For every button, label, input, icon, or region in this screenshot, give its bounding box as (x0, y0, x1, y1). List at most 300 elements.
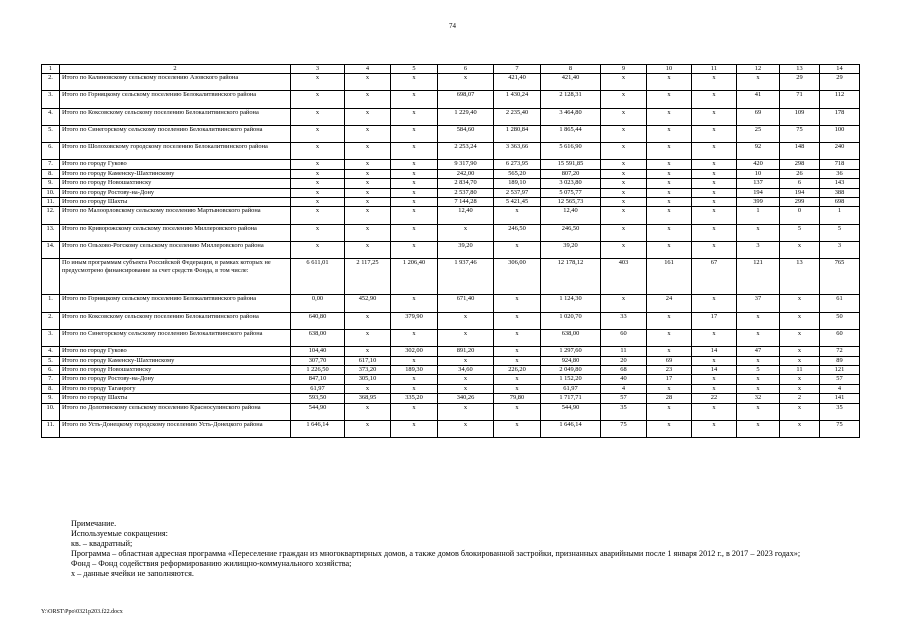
value-cell: 421,40 (494, 74, 541, 91)
row-number-cell: 3. (42, 91, 60, 108)
table-row (42, 420, 860, 437)
row-number-cell: 3. (42, 329, 60, 346)
value-cell: 399 (737, 198, 780, 207)
value-cell: х (692, 160, 737, 169)
value-cell: х (494, 242, 541, 259)
row-name-cell: Итого по городу Шахты (60, 198, 291, 207)
value-cell: 6 (780, 179, 820, 188)
value-cell: 29 (820, 74, 860, 91)
value-cell: 1 229,40 (438, 108, 494, 125)
value-cell: 14 (692, 366, 737, 375)
value-cell: 100 (820, 125, 860, 142)
value-cell: 26 (780, 169, 820, 178)
value-cell: х (391, 91, 438, 108)
value-cell: 12,40 (438, 207, 494, 224)
table-row (42, 403, 860, 420)
value-cell: 924,80 (541, 356, 601, 365)
row-number-cell: 11. (42, 420, 60, 437)
row-name-cell: Итого по городу Ростову-на-Дону (60, 375, 291, 384)
row-name-cell: Итого по городу Ростову-на-Дону (60, 188, 291, 197)
value-cell: х (780, 312, 820, 329)
value-cell: х (345, 160, 391, 169)
value-cell: 104,40 (291, 347, 345, 356)
value-cell: 25 (737, 125, 780, 142)
abbr-kv: кв. – квадратный; (71, 539, 133, 549)
row-name-cell: Итого по городу Новошахтинску (60, 366, 291, 375)
value-cell: 5 075,77 (541, 188, 601, 197)
value-cell: 75 (820, 420, 860, 437)
value-cell: х (780, 295, 820, 312)
value-cell: 2 253,24 (438, 143, 494, 160)
value-cell: 11 (601, 347, 647, 356)
table-row (42, 224, 860, 241)
value-cell: 35 (601, 403, 647, 420)
table-row (42, 312, 860, 329)
value-cell: х (291, 169, 345, 178)
row-name-cell: Итого по Синегорскому сельскому поселению Белокалитвинского района (60, 125, 291, 142)
value-cell: 1 280,84 (494, 125, 541, 142)
value-cell: 57 (601, 394, 647, 403)
value-cell: х (345, 384, 391, 393)
value-cell: 10 (737, 169, 780, 178)
value-cell: х (692, 125, 737, 142)
value-cell: х (391, 207, 438, 224)
value-cell: 671,40 (438, 295, 494, 312)
file-path: Y:\ORST\Ppo\0321p203.f22.docx (41, 609, 123, 615)
value-cell: 71 (780, 91, 820, 108)
value-cell: х (692, 179, 737, 188)
value-cell: х (647, 312, 692, 329)
table-row (42, 91, 860, 108)
value-cell: х (391, 198, 438, 207)
value-cell: х (391, 179, 438, 188)
value-cell: 17 (692, 312, 737, 329)
value-cell: х (291, 74, 345, 91)
value-cell: 302,00 (391, 347, 438, 356)
value-cell: 69 (737, 108, 780, 125)
value-cell: х (647, 207, 692, 224)
value-cell: х (291, 91, 345, 108)
value-cell: 12 565,73 (541, 198, 601, 207)
value-cell: 194 (780, 188, 820, 197)
column-number-header: 10 (647, 65, 692, 74)
value-cell: х (391, 242, 438, 259)
value-cell: х (601, 224, 647, 241)
value-cell: 5 (780, 224, 820, 241)
value-cell: 57 (820, 375, 860, 384)
value-cell: 1 646,14 (541, 420, 601, 437)
value-cell: х (345, 207, 391, 224)
value-cell: х (391, 375, 438, 384)
table-row (42, 384, 860, 393)
value-cell: х (692, 143, 737, 160)
value-cell: 240 (820, 143, 860, 160)
value-cell: 3 (820, 242, 860, 259)
value-cell: 39,20 (541, 242, 601, 259)
value-cell: 388 (820, 188, 860, 197)
table-row (42, 169, 860, 178)
value-cell: х (692, 356, 737, 365)
value-cell: х (291, 198, 345, 207)
value-cell: 39,20 (438, 242, 494, 259)
value-cell: 23 (647, 366, 692, 375)
column-number-header: 3 (291, 65, 345, 74)
value-cell: 847,10 (291, 375, 345, 384)
value-cell: х (438, 74, 494, 91)
value-cell: 7 144,28 (438, 198, 494, 207)
value-cell: 698,07 (438, 91, 494, 108)
table-row (42, 198, 860, 207)
value-cell: 452,90 (345, 295, 391, 312)
value-cell: 194 (737, 188, 780, 197)
value-cell: 307,70 (291, 356, 345, 365)
value-cell: 121 (820, 366, 860, 375)
page-number: 74 (449, 22, 456, 30)
table-header-row (42, 65, 860, 74)
value-cell: х (345, 108, 391, 125)
value-cell: 189,30 (391, 366, 438, 375)
value-cell: 189,10 (494, 179, 541, 188)
table-row (42, 394, 860, 403)
value-cell: х (494, 295, 541, 312)
value-cell: 368,95 (345, 394, 391, 403)
row-number-cell: 5. (42, 125, 60, 142)
value-cell: х (737, 403, 780, 420)
value-cell: х (647, 224, 692, 241)
column-number-header: 8 (541, 65, 601, 74)
value-cell: х (601, 143, 647, 160)
row-number-cell: 6. (42, 143, 60, 160)
row-number-cell: 11. (42, 198, 60, 207)
value-cell: 299 (780, 198, 820, 207)
table-row (42, 188, 860, 197)
value-cell: 13 (780, 259, 820, 295)
value-cell: 22 (692, 394, 737, 403)
value-cell: х (345, 169, 391, 178)
value-cell: х (737, 329, 780, 346)
value-cell: 638,00 (541, 329, 601, 346)
value-cell: х (391, 125, 438, 142)
value-cell: 698 (820, 198, 860, 207)
value-cell: х (391, 74, 438, 91)
value-cell: х (391, 420, 438, 437)
row-name-cell: Итого по Коксовскому сельскому поселению Белокалитвинского района (60, 312, 291, 329)
value-cell: 32 (737, 394, 780, 403)
value-cell: 1 297,60 (541, 347, 601, 356)
value-cell: х (391, 188, 438, 197)
value-cell: х (438, 375, 494, 384)
value-cell: х (780, 420, 820, 437)
value-cell: х (692, 207, 737, 224)
value-cell: х (345, 143, 391, 160)
value-cell: х (438, 356, 494, 365)
column-number-header: 14 (820, 65, 860, 74)
row-number-cell: 12. (42, 207, 60, 224)
value-cell: х (391, 160, 438, 169)
row-number-cell: 5. (42, 356, 60, 365)
value-cell: х (438, 420, 494, 437)
value-cell: х (291, 160, 345, 169)
value-cell: 379,90 (391, 312, 438, 329)
value-cell: 9 317,90 (438, 160, 494, 169)
table-row (42, 347, 860, 356)
value-cell: х (494, 347, 541, 356)
value-cell: х (601, 169, 647, 178)
row-name-cell: Итого по Коксовскому сельскому поселению Белокалитвинского района (60, 108, 291, 125)
value-cell: 92 (737, 143, 780, 160)
value-cell: 1 (820, 207, 860, 224)
value-cell: х (647, 329, 692, 346)
value-cell: 2 (780, 394, 820, 403)
table-row (42, 207, 860, 224)
value-cell: 2 537,80 (438, 188, 494, 197)
value-cell: 143 (820, 179, 860, 188)
value-cell: 161 (647, 259, 692, 295)
row-number-cell: 9. (42, 179, 60, 188)
value-cell: 1 020,70 (541, 312, 601, 329)
value-cell: х (494, 312, 541, 329)
value-cell: 36 (820, 169, 860, 178)
value-cell: 1 (737, 207, 780, 224)
table-row (42, 295, 860, 312)
value-cell: 1 152,20 (541, 375, 601, 384)
value-cell: х (601, 242, 647, 259)
value-cell: х (647, 198, 692, 207)
value-cell: 40 (601, 375, 647, 384)
value-cell: 0 (780, 207, 820, 224)
value-cell: х (494, 207, 541, 224)
row-number-cell: 2. (42, 312, 60, 329)
row-name-cell: Итого по городу Таганрогу (60, 384, 291, 393)
value-cell: 2 049,80 (541, 366, 601, 375)
value-cell: х (692, 329, 737, 346)
value-cell: 6 611,01 (291, 259, 345, 295)
value-cell: 109 (780, 108, 820, 125)
value-cell: 305,10 (345, 375, 391, 384)
value-cell: 1 865,44 (541, 125, 601, 142)
value-cell: 1 646,14 (291, 420, 345, 437)
value-cell: 638,00 (291, 329, 345, 346)
value-cell: 565,20 (494, 169, 541, 178)
column-number-header: 5 (391, 65, 438, 74)
value-cell: х (601, 188, 647, 197)
value-cell: х (345, 74, 391, 91)
value-cell: х (291, 242, 345, 259)
value-cell: х (692, 188, 737, 197)
value-cell: х (345, 329, 391, 346)
value-cell: х (692, 224, 737, 241)
value-cell: 75 (601, 420, 647, 437)
value-cell: 6 273,95 (494, 160, 541, 169)
value-cell: 1 124,30 (541, 295, 601, 312)
value-cell: 617,10 (345, 356, 391, 365)
value-cell: х (391, 224, 438, 241)
value-cell: 61,97 (541, 384, 601, 393)
value-cell: х (780, 375, 820, 384)
value-cell: х (692, 295, 737, 312)
row-name-cell: Итого по Криворожскому сельскому поселению Миллеровского района (60, 224, 291, 241)
value-cell: 68 (601, 366, 647, 375)
value-cell: х (601, 91, 647, 108)
value-cell: х (647, 169, 692, 178)
row-name-cell: Итого по городу Гуково (60, 160, 291, 169)
value-cell: х (391, 295, 438, 312)
column-number-header: 12 (737, 65, 780, 74)
value-cell: 0,00 (291, 295, 345, 312)
table-row (42, 108, 860, 125)
value-cell: х (345, 312, 391, 329)
row-name-cell: Итого по городу Гуково (60, 347, 291, 356)
value-cell: х (438, 403, 494, 420)
value-cell: х (345, 347, 391, 356)
value-cell: х (692, 169, 737, 178)
table-row (42, 125, 860, 142)
value-cell: х (692, 91, 737, 108)
value-cell: 3 (737, 242, 780, 259)
row-number-cell: 1. (42, 295, 60, 312)
table-row (42, 356, 860, 365)
column-number-header: 13 (780, 65, 820, 74)
value-cell: х (291, 143, 345, 160)
value-cell: х (494, 329, 541, 346)
row-number-cell: 10. (42, 403, 60, 420)
value-cell: 2 834,70 (438, 179, 494, 188)
row-number-cell: 14. (42, 242, 60, 259)
value-cell: х (692, 403, 737, 420)
value-cell: х (737, 312, 780, 329)
value-cell: х (601, 108, 647, 125)
value-cell: 14 (692, 347, 737, 356)
value-cell: х (647, 384, 692, 393)
value-cell: 640,80 (291, 312, 345, 329)
value-cell: х (647, 347, 692, 356)
value-cell: х (692, 375, 737, 384)
value-cell: 61,97 (291, 384, 345, 393)
notes-section (41, 519, 859, 580)
value-cell: х (601, 198, 647, 207)
value-cell: х (780, 347, 820, 356)
value-cell: 544,90 (541, 403, 601, 420)
value-cell: х (438, 329, 494, 346)
abbr-x: х – данные ячейки не заполняются. (71, 569, 194, 579)
value-cell: 37 (737, 295, 780, 312)
value-cell: 298 (780, 160, 820, 169)
value-cell: 4 (820, 384, 860, 393)
value-cell: 242,00 (438, 169, 494, 178)
value-cell: 2 235,40 (494, 108, 541, 125)
value-cell: 12 178,12 (541, 259, 601, 295)
value-cell: 20 (601, 356, 647, 365)
value-cell: х (438, 384, 494, 393)
row-number-cell: 4. (42, 347, 60, 356)
notes-title: Примечание. (71, 519, 117, 528)
value-cell: 148 (780, 143, 820, 160)
row-number-cell: 2. (42, 74, 60, 91)
value-cell: 60 (820, 329, 860, 346)
row-name-cell: Итого по Долотинскому сельскому поселению Красносулинского района (60, 403, 291, 420)
value-cell: х (345, 125, 391, 142)
value-cell: х (601, 207, 647, 224)
value-cell: 403 (601, 259, 647, 295)
value-cell: 47 (737, 347, 780, 356)
value-cell: 34,60 (438, 366, 494, 375)
value-cell: 593,50 (291, 394, 345, 403)
data-table (41, 64, 860, 438)
value-cell: х (601, 125, 647, 142)
value-cell: 420 (737, 160, 780, 169)
value-cell: х (291, 125, 345, 142)
value-cell: х (391, 143, 438, 160)
value-cell: 340,26 (438, 394, 494, 403)
row-name-cell: Итого по Ольхово-Рогскому сельскому поселению Миллеровского района (60, 242, 291, 259)
row-name-cell: Итого по городу Шахты (60, 394, 291, 403)
abbr-fund: Фонд – Фонд содействия реформированию жилищно-коммунального хозяйства; (71, 559, 352, 569)
value-cell: х (291, 179, 345, 188)
row-name-cell: Итого по Горняцкому сельскому поселению Белокалитвинского района (60, 295, 291, 312)
value-cell: 807,20 (541, 169, 601, 178)
row-number-cell: 10. (42, 188, 60, 197)
value-cell: 72 (820, 347, 860, 356)
column-number-header: 7 (494, 65, 541, 74)
value-cell: х (494, 384, 541, 393)
value-cell: х (737, 74, 780, 91)
value-cell: 5 (820, 224, 860, 241)
value-cell: х (291, 207, 345, 224)
column-number-header: 4 (345, 65, 391, 74)
value-cell: 28 (647, 394, 692, 403)
value-cell: 29 (780, 74, 820, 91)
value-cell: 544,90 (291, 403, 345, 420)
value-cell: х (494, 403, 541, 420)
row-name-cell: Итого по Усть-Донецкому городскому поселению Усть-Донецкого района (60, 420, 291, 437)
value-cell: 69 (647, 356, 692, 365)
value-cell: х (345, 188, 391, 197)
table-row (42, 143, 860, 160)
row-number-cell: 9. (42, 394, 60, 403)
value-cell: 5 421,45 (494, 198, 541, 207)
value-cell: х (601, 160, 647, 169)
table-row (42, 375, 860, 384)
abbreviations-heading: Используемые сокращения: (71, 529, 168, 539)
column-number-header: 11 (692, 65, 737, 74)
value-cell: х (391, 329, 438, 346)
value-cell: х (345, 179, 391, 188)
value-cell: х (345, 420, 391, 437)
value-cell: х (780, 242, 820, 259)
value-cell: х (647, 143, 692, 160)
value-cell: х (494, 356, 541, 365)
value-cell: х (601, 74, 647, 91)
value-cell: х (345, 224, 391, 241)
value-cell: 246,50 (541, 224, 601, 241)
value-cell: 5 616,90 (541, 143, 601, 160)
value-cell: х (647, 108, 692, 125)
value-cell: х (438, 312, 494, 329)
value-cell: х (291, 108, 345, 125)
row-number-cell: 8. (42, 169, 60, 178)
value-cell: х (345, 91, 391, 108)
row-name-cell: Итого по городу Каменску-Шахтинскому (60, 356, 291, 365)
value-cell: х (391, 169, 438, 178)
value-cell: х (692, 74, 737, 91)
row-name-cell: Итого по городу Каменску-Шахтинскому (60, 169, 291, 178)
value-cell: х (692, 108, 737, 125)
row-number-cell: 6. (42, 366, 60, 375)
value-cell: 67 (692, 259, 737, 295)
value-cell: 141 (820, 394, 860, 403)
value-cell: 718 (820, 160, 860, 169)
value-cell: х (601, 179, 647, 188)
